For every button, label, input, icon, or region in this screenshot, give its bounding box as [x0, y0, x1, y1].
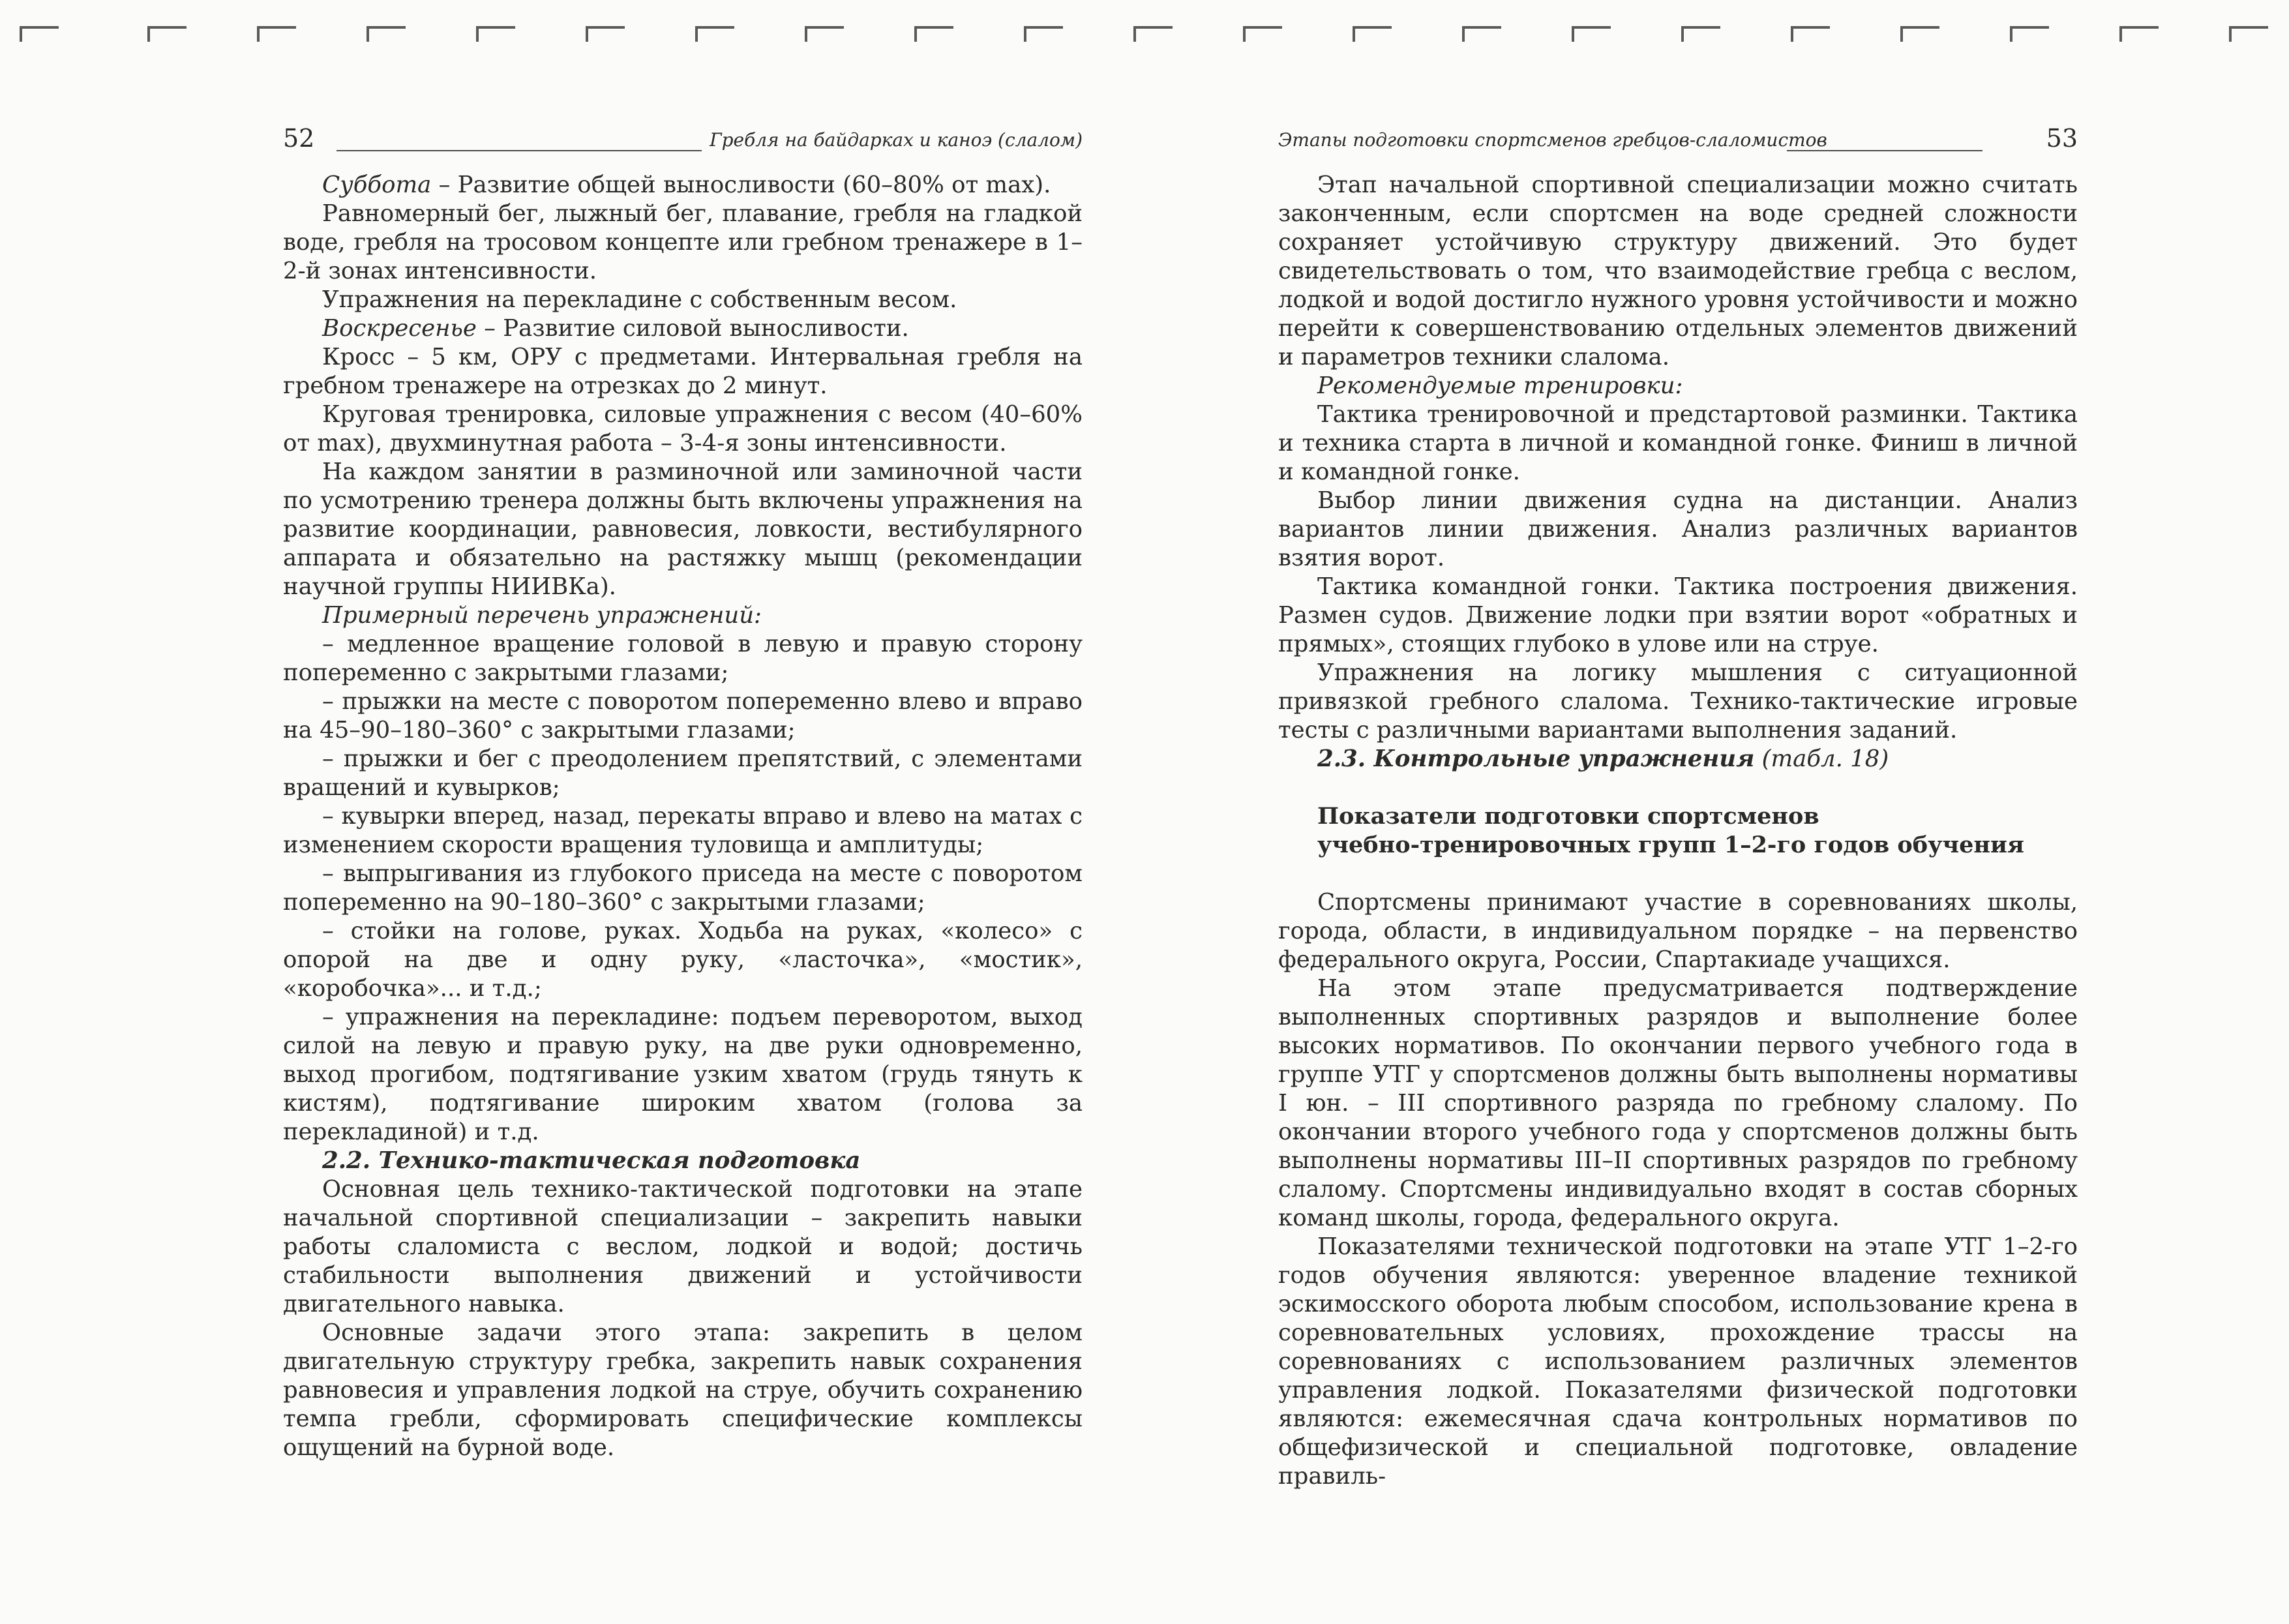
binder-ring	[367, 26, 406, 42]
header-rule	[337, 150, 702, 151]
binder-ring	[1572, 26, 1611, 42]
paragraph: Основные задачи этого этапа: закрепить в целом двигательную структуру гребка, закрепить навык сохранения равновесия и управления лодкой на струе, обучить сохранению темпа гребли, сформировать специфические комплексы ощущений на бурной воде.	[283, 1319, 1083, 1461]
list-item: – прыжки на месте с поворотом попеременно влево и вправо на 45–90–180–360° с закрытыми глазами;	[283, 688, 1083, 744]
running-title: Этапы подготовки спортсменов гребцов-слаломистов	[1278, 129, 1827, 151]
binder-ring	[2229, 26, 2268, 42]
paragraph-text: – Развитие общей выносливости (60–80% от max).	[431, 172, 1051, 198]
paragraph: Выбор линии движения судна на дистанции. Анализ вариантов линии движения. Анализ различных вариантов взятия ворот.	[1278, 487, 2078, 571]
paragraph: Упражнения на логику мышления с ситуационной привязкой гребного слалома. Технико-тактические игровые тесты с различными вариантами выполнения заданий.	[1278, 659, 2078, 744]
binder-ring	[2010, 26, 2049, 42]
binder-ring	[1353, 26, 1392, 42]
paragraph	[283, 314, 1083, 343]
list-item: – выпрыгивания из глубокого приседа на месте с поворотом попеременно на 90–180–360° с закрытыми глазами;	[283, 860, 1083, 916]
binder-ring	[805, 26, 844, 42]
paragraph-text: – Развитие силовой выносливости.	[476, 315, 909, 342]
page-body	[283, 171, 1083, 1462]
paragraph: Тактика командной гонки. Тактика построения движения. Размен судов. Движение лодки при взятии ворот «обратных и прямых», стоящих глубоко в улове или на струе.	[1278, 573, 2078, 657]
paragraph: На каждом занятии в разминочной или заминочной части по усмотрению тренера должны быть включены упражнения на развитие координации, равновесия, ловкости, вестибулярного аппарата и обязательно на растяжку мышц (рекомендации научной группы НИИВКа).	[283, 459, 1083, 600]
paragraph: Основная цель технико-тактической подготовки на этапе начальной спортивной специализации – закрепить навыки работы слаломиста с веслом, лодкой и водой; достичь стабильности выполнения движений и устойчивости двигательного навыка.	[283, 1176, 1083, 1317]
paragraph: На этом этапе предусматривается подтверждение выполненных спортивных разрядов и выполнение более высоких нормативов. По окончании первого учебного года в группе УТГ у спортсменов должны быть выполнены нормативы I юн. – III спортивного разряда по гребному слалому. По окончании второго учебного года у спортсменов должны быть выполнены нормативы III–II спортивных разрядов по гребному слалому. Спортсмены индивидуально входят в состав сборных команд школы, города, федерального округа.	[1278, 975, 2078, 1231]
header-rule	[1787, 150, 1982, 151]
centered-title-line: учебно-тренировочных групп 1–2-го годов обучения	[1317, 832, 2024, 858]
binder-ring	[20, 26, 59, 42]
binder-ring	[257, 26, 296, 42]
day-label: Воскресенье	[322, 315, 477, 342]
page-left	[283, 124, 1083, 1462]
table-reference: (табл. 18)	[1754, 745, 1889, 772]
page-number: 53	[2046, 124, 2078, 153]
binder-ring	[1133, 26, 1173, 42]
paragraph: Кросс – 5 км, ОРУ с предметами. Интервальная гребля на гребном тренажере на отрезках до 2 минут.	[283, 344, 1083, 399]
list-item: – медленное вращение головой в левую и правую сторону попеременно с закрытыми глазами;	[283, 631, 1083, 686]
binder-ring	[1900, 26, 1939, 42]
page-header	[283, 124, 1083, 163]
binder-ring	[914, 26, 953, 42]
paragraph: Равномерный бег, лыжный бег, плавание, гребля на гладкой воде, гребля на тросовом концепте или гребном тренажере в 1–2-й зонах интенсивности.	[283, 200, 1083, 284]
section-heading: 2.2. Технико-тактическая подготовка	[322, 1147, 861, 1174]
paragraph	[283, 171, 1083, 200]
binder-ring	[1024, 26, 1063, 42]
page-header	[1278, 124, 2078, 163]
binder-ring	[1791, 26, 1830, 42]
page-number: 52	[283, 124, 315, 153]
page-right	[1278, 124, 2078, 1491]
binder-ring	[1462, 26, 1501, 42]
list-item: – кувырки вперед, назад, перекаты вправо и влево на матах с изменением скорости вращения туловища и амплитуды;	[283, 803, 1083, 858]
list-item: – упражнения на перекладине: подъем переворотом, выход силой на левую и правую руку, на две руки одновременно, выход прогибом, подтягивание узким хватом (грудь тянуть к кистям), подтягивание широким хватом (голова за перекладиной) и т.д.	[283, 1004, 1083, 1145]
binder-ring	[476, 26, 515, 42]
binder-ring	[1681, 26, 1720, 42]
day-label: Суббота	[322, 172, 432, 198]
binder-ring	[2119, 26, 2159, 42]
paragraph: Этап начальной спортивной специализации можно считать законченным, если спортсмен на воде средней сложности сохраняет устойчивую структуру движений. Это будет свидетельствовать о том, что взаимодействие гребца с веслом, лодкой и водой достигло нужного уровня устойчивости и можно перейти к совершенствованию отдельных элементов движений и параметров техники слалома.	[1278, 172, 2078, 370]
binder-ring	[586, 26, 625, 42]
list-item: – стойки на голове, руках. Ходьба на руках, «колесо» с опорой на две и одну руку, «ласточка», «мостик», «коробочка»... и т.д.;	[283, 918, 1083, 1002]
paragraph: Тактика тренировочной и предстартовой разминки. Тактика и техника старта в личной и командной гонке. Финиш в личной и командной гонке.	[1278, 401, 2078, 485]
binder-ring	[695, 26, 734, 42]
paragraph: Круговая тренировка, силовые упражнения с весом (40–60% от max), двухминутная работа – 3-4-я зоны интенсивности.	[283, 401, 1083, 457]
running-title: Гребля на байдарках и каноэ (слалом)	[710, 129, 1083, 151]
paragraph: Показателями технической подготовки на этапе УТГ 1–2-го годов обучения являются: уверенное владение техникой эскимосского оборота любым способом, использование крена в соревновательных условиях, прохождение трассы на соревнованиях с использованием различных элементов управления лодкой. Показателями физической подготовки являются: ежемесячная сдача контрольных нормативов по общефизической и специальной подготовке, овладение правиль-	[1278, 1233, 2078, 1490]
page-body	[1278, 171, 2078, 1491]
centered-title-line: Показатели подготовки спортсменов	[1317, 803, 1819, 830]
binder-ring	[147, 26, 187, 42]
binder-ring	[1243, 26, 1282, 42]
paragraph: Спортсмены принимают участие в соревнованиях школы, города, области, в индивидуальном порядке – на первенство федерального округа, России, Спартакиаде учащихся.	[1278, 889, 2078, 973]
subheading: Примерный перечень упражнений:	[322, 602, 762, 629]
section-heading-text: 2.3. Контрольные упражнения	[1317, 745, 1755, 772]
section-heading	[1278, 745, 2078, 774]
subheading: Рекомендуемые тренировки:	[1317, 372, 1683, 399]
paragraph: Упражнения на перекладине с собственным весом.	[322, 286, 957, 313]
list-item: – прыжки и бег с преодолением препятствий, с элементами вращений и кувырков;	[283, 745, 1083, 801]
